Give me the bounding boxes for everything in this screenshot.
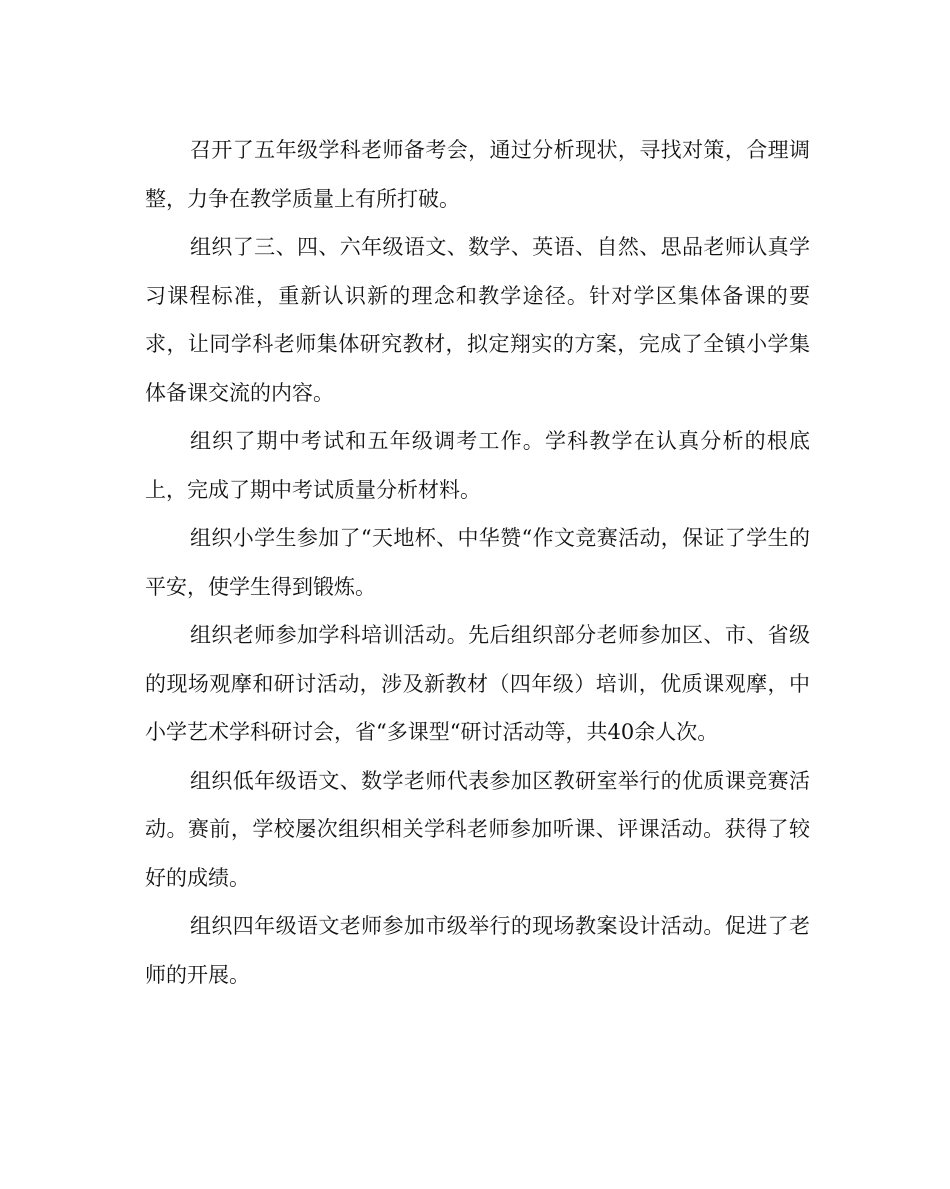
paragraph-exam-prep-meeting: 召开了五年级学科老师备考会，通过分析现状，寻找对策，合理调整，力争在教学质量上有所打破。 [145, 138, 810, 211]
paragraph-teacher-training: 组织老师参加学科培训活动。先后组织部分老师参加区、市、省级的现场观摩和研讨活动，涉及新教材（四年级）培训，优质课观摩，中小学艺术学科研讨会，省“多课型“研讨活动等，共40余人次。 [145, 623, 810, 744]
paragraph-midterm-exam: 组织了期中考试和五年级调考工作。学科教学在认真分析的根底上，完成了期中考试质量分析材料。 [145, 429, 810, 502]
paragraph-curriculum-study: 组织了三、四、六年级语文、数学、英语、自然、思品老师认真学习课程标准，重新认识新的理念和教学途径。针对学区集体备课的要求，让同学科老师集体研究教材，拟定翔实的方案，完成了全镇小学集体备课交流的内容。 [145, 235, 810, 405]
paragraph-lesson-competition: 组织低年级语文、数学老师代表参加区教研室举行的优质课竞赛活动。赛前，学校屡次组织相关学科老师参加听课、评课活动。获得了较好的成绩。 [145, 768, 810, 890]
paragraph-essay-competition: 组织小学生参加了“天地杯、中华赞“作文竞赛活动，保证了学生的平安，使学生得到锻炼。 [145, 526, 810, 599]
document-body [145, 126, 810, 999]
paragraph-lesson-design: 组织四年级语文老师参加市级举行的现场教案设计活动。促进了老师的开展。 [145, 914, 810, 987]
